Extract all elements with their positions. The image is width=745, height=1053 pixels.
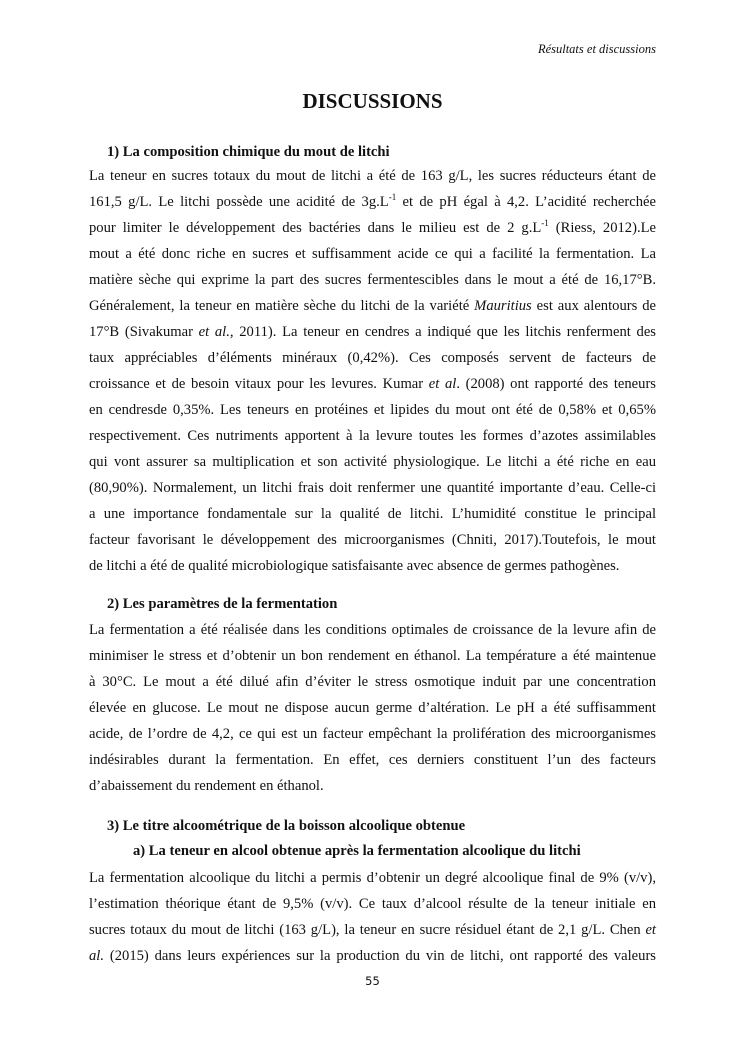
text-segment: a une importance fondamentale sur la qualité de litchi. L’humidité constitue le principal [89, 506, 656, 522]
text-segment: La fermentation a été réalisée dans les conditions optimales de croissance de la levure afin de [89, 622, 656, 638]
text-line [89, 865, 656, 891]
text-segment: à 30°C. Le mout a été dilué afin d’éviter le stress osmotique induit par une concentration [89, 674, 656, 690]
text-line [89, 397, 656, 423]
text-segment: minimiser le stress et d’obtenir un bon rendement en éthanol. La température a été maintenue [89, 648, 656, 664]
superscript: -1 [541, 218, 549, 228]
text-line [89, 527, 656, 553]
running-header: Résultats et discussions [537, 42, 656, 56]
italic-text: et al [428, 376, 457, 392]
text-line [89, 241, 656, 267]
text-segment: matière sèche qui exprime la part des sucres fermentescibles dans le mout a été de 16,17°B. [89, 272, 656, 288]
text-line [89, 189, 656, 215]
text-line [89, 747, 656, 773]
text-line [89, 163, 656, 189]
text-segment: 161,5 g/L. Le litchi possède une acidité de 3g.L [89, 194, 389, 210]
italic-text: et [645, 922, 656, 938]
section-heading-2: 2) Les paramètres de la fermentation [107, 596, 338, 612]
text-segment: d’abaissement du rendement en éthanol. [89, 778, 324, 794]
text-line [89, 449, 656, 475]
text-segment: respectivement. Ces nutriments apportent à la levure toutes les formes d’azotes assimilables [89, 428, 656, 444]
text-segment: (2015) dans leurs expériences sur la production du vin de litchi, ont rapporté des valeurs [104, 948, 656, 964]
text-segment: et de pH égal à 4,2. L’acidité recherchée [396, 194, 656, 210]
text-line [89, 617, 656, 643]
text-segment: sucres totaux du mout de litchi (163 g/L), la teneur en sucre résiduel étant de 2,1 g/L. Chen [89, 922, 646, 938]
text-line [89, 943, 656, 969]
section-heading-3: 3) Le titre alcoométrique de la boisson alcoolique obtenue [107, 818, 466, 834]
text-segment: (80,90%). Normalement, un litchi frais doit renfermer une quantité importante d’eau. Celle-ci [89, 480, 656, 496]
text-line [89, 215, 656, 241]
italic-text: et al., [198, 324, 234, 340]
text-line [89, 917, 656, 943]
text-segment: l’estimation théorique étant de 9,5% (v/v). Ce taux d’alcool résulte de la teneur initiale en [89, 896, 656, 912]
text-segment: est aux alentours de [531, 298, 656, 314]
text-segment: facteur favorisant le développement des microorganismes (Chniti, 2017).Toutefois, le mout [89, 532, 656, 548]
text-segment: . (2008) ont rapporté des teneurs [456, 376, 656, 392]
text-line [89, 345, 656, 371]
text-segment: indésirables durant la fermentation. En effet, ces derniers constituent l’un des facteurs [89, 752, 656, 768]
text-line [89, 501, 656, 527]
text-line [89, 891, 656, 917]
text-line [89, 319, 656, 345]
text-line [89, 267, 656, 293]
text-line [89, 721, 656, 747]
text-segment: 17°B (Sivakumar [89, 324, 199, 340]
text-segment: Généralement, la teneur en matière sèche du litchi de la variété [89, 298, 475, 314]
text-segment: mout a été donc riche en sucres et suffisamment acide ce qui a facilité la fermentation. La [89, 246, 656, 262]
text-segment: en cendresde 0,35%. Les teneurs en protéines et lipides du mout ont été de 0,58% et 0,65% [89, 402, 656, 418]
text-segment: acide, de l’ordre de 4,2, ce qui est un facteur empêchant la prolifération des microorganismes [89, 726, 656, 742]
text-line [89, 643, 656, 669]
text-segment: élevée en glucose. Le mout ne dispose aucun germe d’altération. Le pH a été suffisamment [89, 700, 656, 716]
text-line [89, 695, 656, 721]
paragraph-2 [89, 617, 656, 799]
text-line [89, 423, 656, 449]
text-line [89, 371, 656, 397]
paragraph-1 [89, 163, 656, 579]
text-segment: pour limiter le développement des bactéries dans le milieu est de 2 g.L [89, 220, 542, 236]
page-number: 55 [365, 974, 380, 988]
subsection-heading-3a: a) La teneur en alcool obtenue après la fermentation alcoolique du litchi [133, 843, 581, 859]
text-segment: 2011). La teneur en cendres a indiqué que les litchis renferment des [233, 324, 656, 340]
text-segment: de litchi a été de qualité microbiologique satisfaisante avec absence de germes pathogènes. [89, 558, 620, 574]
text-line [89, 553, 656, 579]
text-line [89, 293, 656, 319]
section-heading-1: 1) La composition chimique du mout de litchi [107, 144, 390, 160]
text-line [89, 669, 656, 695]
text-segment: qui vont assurer sa multiplication et son activité physiologique. Le litchi a été riche en eau [89, 454, 656, 470]
page-title: DISCUSSIONS [302, 89, 443, 113]
text-segment: La teneur en sucres totaux du mout de litchi a été de 163 g/L, les sucres réducteurs étant de [89, 168, 656, 184]
text-segment: taux appréciables d’éléments minéraux (0,42%). Ces composés servent de facteurs de [89, 350, 656, 366]
italic-text: al. [89, 948, 104, 964]
text-segment: La fermentation alcoolique du litchi a permis d’obtenir un degré alcoolique final de 9% (v/v), [89, 870, 656, 886]
text-line [89, 773, 656, 799]
text-segment: croissance et de besoin vitaux pour les levures. Kumar [89, 376, 429, 392]
italic-text: Mauritius [474, 298, 532, 314]
text-line [89, 475, 656, 501]
paragraph-3 [89, 865, 656, 969]
text-segment: (Riess, 2012).Le [548, 220, 656, 236]
superscript: -1 [388, 192, 397, 202]
